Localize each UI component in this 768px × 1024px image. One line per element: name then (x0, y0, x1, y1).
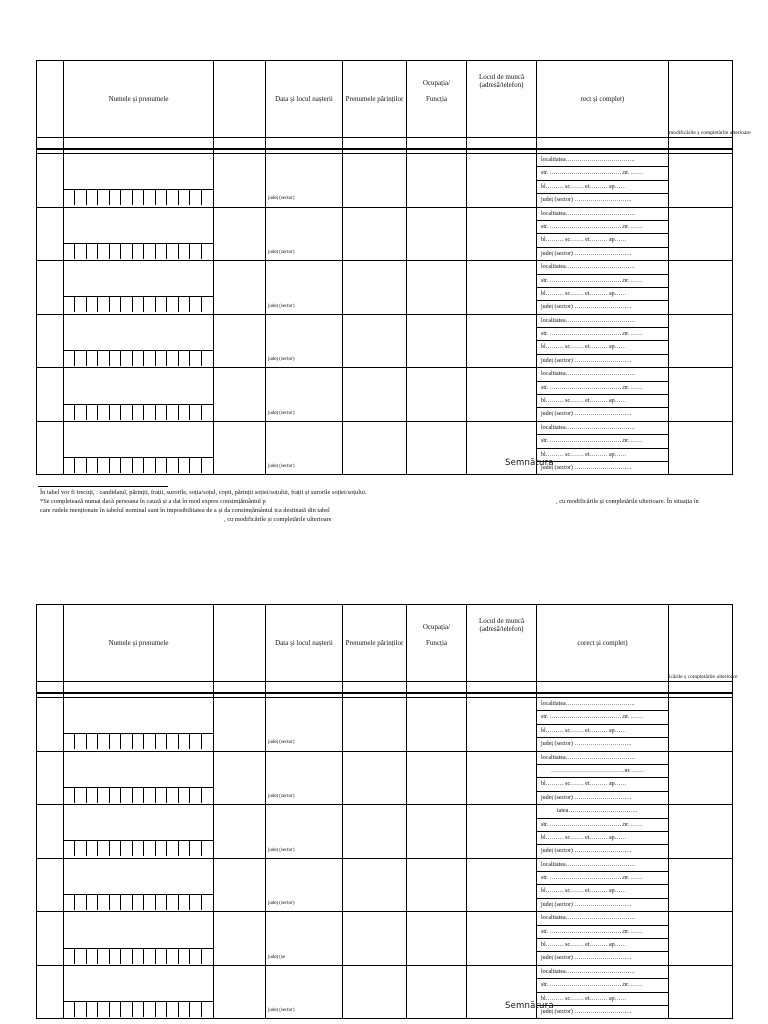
workplace-cell[interactable] (467, 154, 537, 208)
address-cell[interactable]: localitatea…………………………….. str. ……………………………….nr. …… bl……… sc……. et……… ap…… județ (sector) ……………………….. (537, 421, 669, 475)
table-row: județ (sector) localitatea…………………………….. str. ……………………………….nr. …… bl……… sc……. et……… ap…… județ (sector) ……………………….. (37, 207, 733, 261)
address-cell[interactable]: localitatea…………………………….. ……………………………….nr. …… bl……… sc……. et……… ap…… județ (sector) ……………………….. (537, 751, 669, 805)
parents-header: Prenumele părinților (343, 605, 407, 682)
table-row: județ (sector) localitatea…………………………….. str. ……………………………….nr. …… bl……… sc……. et……… ap…… județ (sector) ……………………….. (37, 965, 733, 1019)
table-row (37, 154, 733, 208)
table-header (37, 61, 733, 138)
occupation-cell[interactable] (407, 154, 467, 208)
workplace-header: Locul de muncă (adresă/telefon) (467, 61, 537, 138)
form-sheet-1 (0, 60, 768, 475)
table-row: județ (sector) tatea…………………………….. str. ……………………………….nr. …… bl……… sc……. et……… ap…… județ (sector) ……………………….. (37, 805, 733, 859)
table-header (37, 605, 733, 682)
table-row: județ (sector) localitatea…………………………….. str. ……………………………….nr. …… bl……… sc……. et……… ap…… județ (sector) ……………………….. (37, 698, 733, 752)
table-row: județ (sector) localitatea…………………………….. str. ……………………………….nr. …… bl……… sc……. et……… ap…… județ (sector) ……………………….. (37, 368, 733, 422)
parents-header: Prenumele părinților (343, 61, 407, 138)
form-sheet-2 (0, 604, 768, 1019)
footnote-divider (38, 486, 168, 487)
footnote-line-4: , cu modificările și completările ulterioare (224, 516, 332, 523)
signature-label-1: Semnătura (505, 458, 554, 468)
occupation-header: Ocupația/ Funcția (407, 61, 467, 138)
address-cell[interactable]: tatea…………………………….. str. ……………………………….nr. …… bl……… sc……. et……… ap…… județ (sector) ……………………….. (537, 805, 669, 859)
cnp-cell[interactable] (214, 154, 266, 208)
table-row: județ (sector) localitatea…………………………….. str. ……………………………….nr. …… bl……… sc……. et……… ap…… județ (sector) ……………………….. (37, 314, 733, 368)
cnp-grid (64, 190, 213, 205)
address-cell[interactable]: localitatea…………………………….. str. ……………………………….nr. …… bl……… sc……. et……… ap…… județ (sector) ……………………….. (537, 207, 669, 261)
table-row: județ (se localitatea…………………………….. str. ……………………………….nr. …… bl……… sc……. et……… ap…… județ (sector) ……………………….. (37, 912, 733, 966)
table-row: județ (sector) localitatea…………………………….. str. ……………………………….nr. …… bl……… sc……. et……… ap…… județ (sector) ……………………….. (37, 421, 733, 475)
numbering-row (37, 138, 733, 150)
footnote-line-2b: , cu modificările și completările ulterioare. În situația în (556, 498, 699, 505)
notes-header: modificările ș completările ulterioare (669, 61, 733, 138)
index-header (37, 61, 64, 138)
footnote-line-1: În tabel vor fi trecuți, : candidatul, părinții, frații, surorile, soția/soțul, copii, părinții soției/soțului, frații și surorile soției/soțului. (40, 489, 367, 496)
address-header: rect și complet) (537, 61, 669, 138)
cnp-header (214, 61, 266, 138)
birth-header: Data și locul nașterii (266, 61, 343, 138)
address-cell[interactable]: localitatea…………………………….. str. ……………………………….nr. …… bl……… sc……. et……… ap…… județ (sector) ……………………….. (537, 858, 669, 912)
address-cell[interactable]: localitatea…………………………….. str. ……………………………….nr. …… bl……… sc……. et……… ap…… județ (sector) ……………………….. (537, 261, 669, 315)
name-header: Numele și prenumele (64, 605, 214, 682)
occupation-header: Ocupația/ Funcția (407, 605, 467, 682)
birth-cell[interactable]: județ (sector) (266, 154, 343, 208)
notes-header: icările ș completările ulterioare (669, 605, 733, 682)
footnote-line-2a: *Se completează numai dacă persoana în cauză și a dat în mod expres consimțământul p (40, 498, 266, 505)
address-cell[interactable]: localitatea…………………………….. str. ……………………………….nr. …… bl……… sc……. et……… ap…… județ (sector) ……………………….. (537, 965, 669, 1019)
address-cell[interactable]: localitatea…………………………….. str. ……………………………….nr. …… bl……… sc……. et……… ap…… județ (sector) ……………………….. (537, 368, 669, 422)
notes-cell[interactable] (669, 154, 733, 208)
name-header: Numele și prenumele (64, 61, 214, 138)
relatives-table-2 (36, 604, 738, 1019)
address-cell[interactable]: localitatea…………………………….. str. ……………………………….nr. …… bl……… sc……. et……… ap…… județ (sector) ……………………….. (537, 154, 669, 208)
address-cell[interactable]: localitatea…………………………….. str. ……………………………….nr. …… bl……… sc……. et……… ap…… județ (sector) ……………………….. (537, 314, 669, 368)
address-cell[interactable]: localitatea…………………………….. str. ……………………………….nr. …… bl……… sc……. et……… ap…… județ (sector) ……………………….. (537, 912, 669, 966)
name-cell[interactable] (64, 154, 214, 208)
workplace-header: Locul de muncă (adresă/telefon) (467, 605, 537, 682)
row-index-cell[interactable] (37, 154, 64, 208)
signature-label-2: Semnătura (505, 1001, 554, 1011)
footnote-line-3: care rudele menționate în tabelul nominal sunt în imposibilitatea de a și da consimțământul ica destinată din tabel (40, 507, 330, 514)
relatives-table-1 (36, 60, 751, 475)
birth-header: Data și locul nașterii (266, 605, 343, 682)
parents-cell[interactable] (343, 154, 407, 208)
table-row: județ (sector) localitatea…………………………….. ……………………………….nr. …… bl……… sc……. et……… ap…… județ (sector) ……………………….. (37, 751, 733, 805)
table-row: județ (sector) localitatea…………………………….. str. ……………………………….nr. …… bl……… sc……. et……… ap…… județ (sector) ……………………….. (37, 261, 733, 315)
address-header: corect și complet) (537, 605, 669, 682)
table-row: județ (sector) localitatea…………………………….. str. ……………………………….nr. …… bl……… sc……. et……… ap…… județ (sector) ……………………….. (37, 858, 733, 912)
address-cell[interactable]: localitatea…………………………….. str. ……………………………….nr. …… bl……… sc……. et……… ap…… județ (sector) ……………………….. (537, 698, 669, 752)
